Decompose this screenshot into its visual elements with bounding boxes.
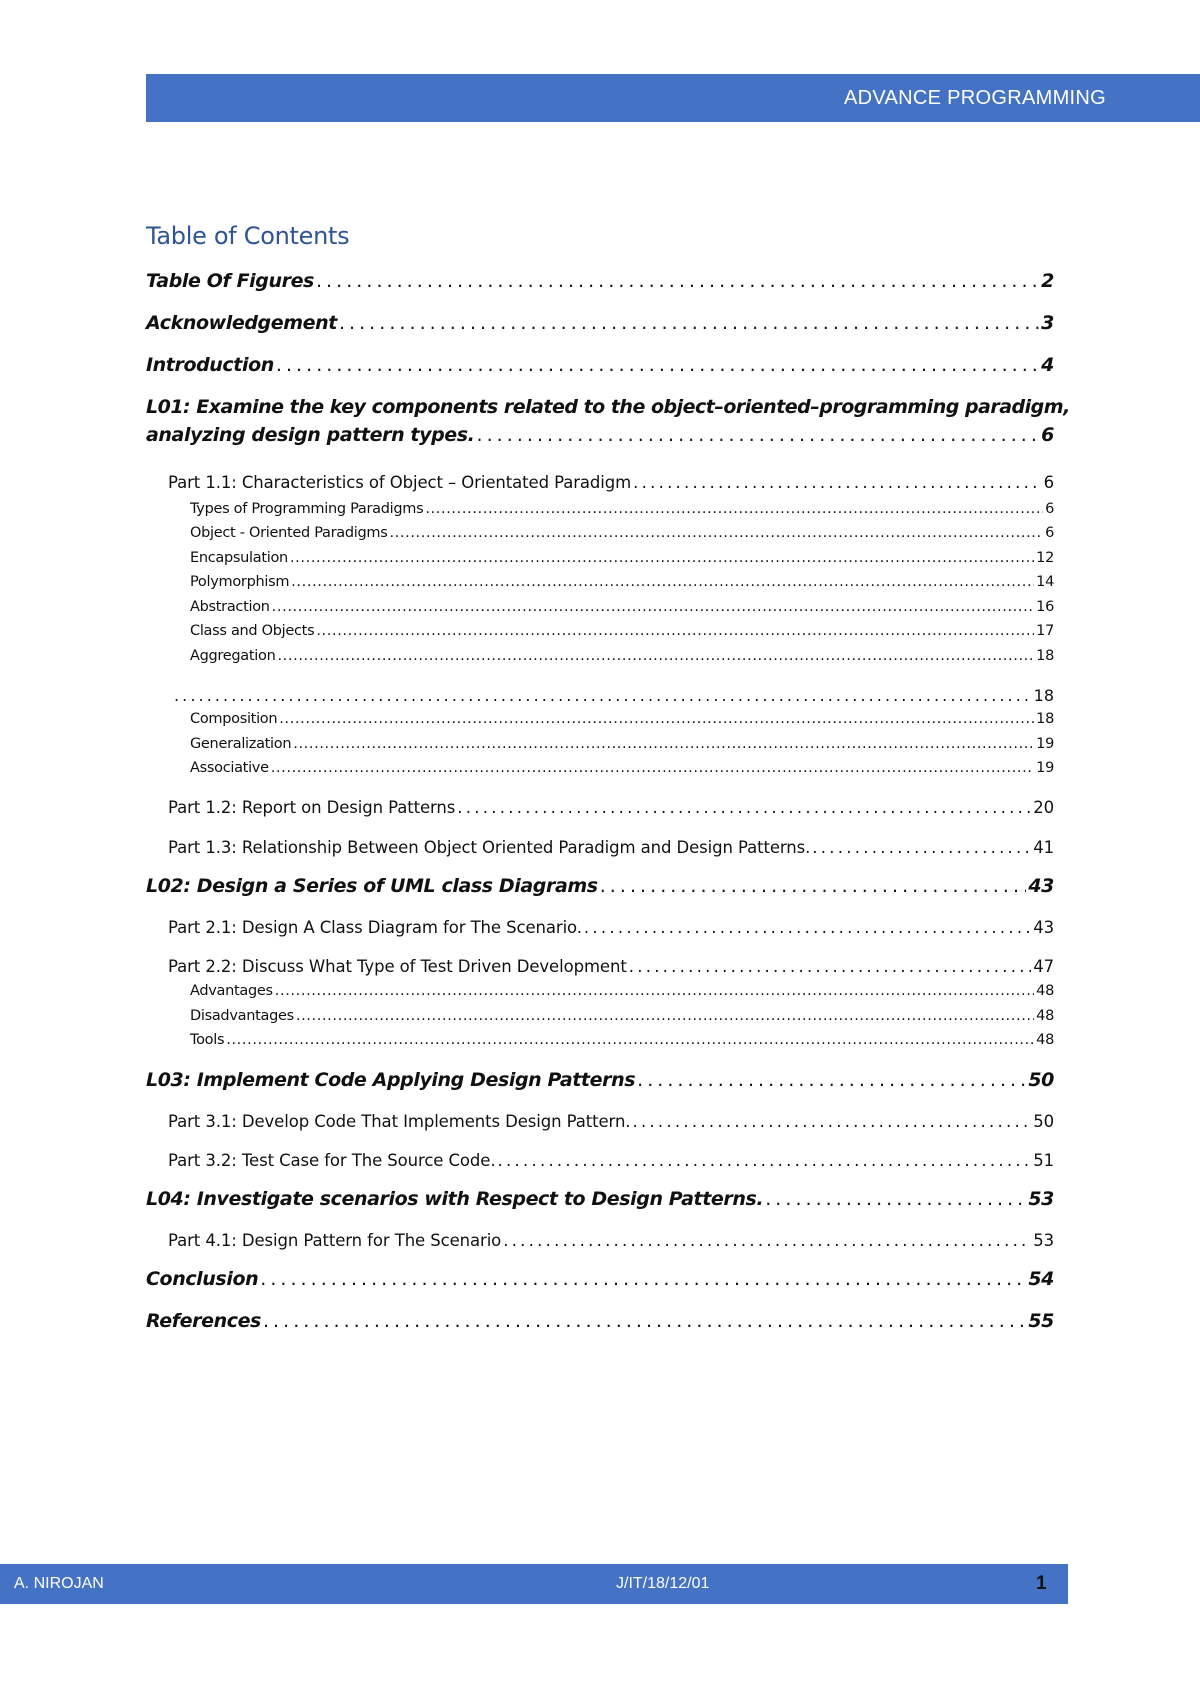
toc-entry-title: Part 4.1: Design Pattern for The Scenario	[168, 1231, 502, 1250]
toc-entry-part-3-1[interactable]	[146, 1112, 1054, 1131]
dot-leader	[633, 473, 1041, 492]
dot-leader	[260, 1268, 1026, 1290]
dot-leader	[600, 875, 1027, 897]
dot-leader	[629, 957, 1031, 976]
toc-entry-page: 14	[1036, 574, 1054, 590]
toc-entry-part-3-2[interactable]	[146, 1151, 1054, 1170]
toc-entry-types-of-programming-paradigms[interactable]	[146, 501, 1054, 517]
dot-leader	[272, 599, 1034, 615]
toc-entry-page: 50	[1028, 1069, 1054, 1091]
toc-entry-acknowledgement[interactable]	[146, 312, 1054, 334]
toc-entry-title: Disadvantages	[190, 1008, 294, 1024]
toc-entry-title: Conclusion	[146, 1268, 259, 1290]
toc-entry-advantages[interactable]	[146, 983, 1054, 999]
toc-entry-page: 3	[1041, 312, 1054, 334]
toc-entry-lo1-line2	[146, 424, 1054, 446]
toc-entry-page: 18	[1036, 711, 1054, 727]
toc-entry-title: Polymorphism	[190, 574, 290, 590]
dot-leader	[174, 686, 1032, 705]
toc-entry-title: Advantages	[190, 983, 273, 999]
toc-entry-page: 53	[1028, 1188, 1054, 1210]
toc-entry-title: Part 2.1: Design A Class Diagram for The Scenario.	[168, 918, 582, 937]
toc-entry-lo4[interactable]	[146, 1188, 1054, 1210]
toc-entry-title: Part 2.2: Discuss What Type of Test Driven Development	[168, 957, 627, 976]
toc-entry-title: Associative	[190, 760, 269, 776]
toc-entry-page: 55	[1028, 1310, 1054, 1332]
toc-entry-lo2[interactable]	[146, 875, 1054, 897]
dot-leader	[389, 525, 1043, 541]
toc-entry-abstraction[interactable]	[146, 599, 1054, 615]
toc-entry-page: 6	[1041, 424, 1054, 446]
toc-entry-title: Table Of Figures	[146, 270, 314, 292]
dot-leader	[812, 838, 1031, 857]
dot-leader	[339, 312, 1039, 334]
toc-entry-page: 18	[1033, 686, 1054, 705]
dot-leader	[279, 711, 1034, 727]
toc-entry-page: 20	[1033, 798, 1054, 817]
toc-entry-page: 51	[1033, 1151, 1054, 1170]
toc-entry-title: References	[146, 1310, 261, 1332]
toc-entry-page: 12	[1036, 550, 1054, 566]
toc-entry-title: L02: Design a Series of UML class Diagrams	[146, 875, 598, 897]
toc-entry-introduction[interactable]	[146, 354, 1054, 376]
toc-entry-title: L03: Implement Code Applying Design Patterns	[146, 1069, 636, 1091]
toc-entry-title: Class and Objects	[190, 623, 315, 639]
dot-leader	[277, 648, 1034, 664]
toc-entry-page: 6	[1043, 473, 1054, 492]
dot-leader	[316, 623, 1034, 639]
toc-entry-disadvantages[interactable]	[146, 1008, 1054, 1024]
dot-leader	[291, 574, 1034, 590]
toc-entry-page: 43	[1033, 918, 1054, 937]
dot-leader	[477, 424, 1040, 446]
toc-entry-aggregation[interactable]	[146, 648, 1054, 664]
toc-entry-associative[interactable]	[146, 760, 1054, 776]
toc-entry-page: 48	[1036, 1032, 1054, 1048]
toc-entry-page: 47	[1033, 957, 1054, 976]
toc-entry-title: Aggregation	[190, 648, 276, 664]
toc-entry-page: 17	[1036, 623, 1054, 639]
toc-entry-page: 6	[1045, 501, 1054, 517]
footer-bar	[0, 1564, 1068, 1604]
dot-leader	[584, 918, 1031, 937]
toc-entry-part-2-1[interactable]	[146, 918, 1054, 937]
toc-entry-page: 4	[1041, 354, 1054, 376]
footer-student-id: J/IT/18/12/01	[616, 1575, 710, 1592]
dot-leader	[276, 354, 1039, 376]
toc-entry-tools[interactable]	[146, 1032, 1054, 1048]
toc-heading: Table of Contents	[146, 222, 350, 250]
dot-leader	[457, 798, 1031, 817]
footer-author: A. NIROJAN	[14, 1575, 104, 1592]
dot-leader	[632, 1112, 1031, 1131]
dot-leader	[275, 983, 1034, 999]
toc-entry-page: 2	[1041, 270, 1054, 292]
dot-leader	[637, 1069, 1026, 1091]
toc-entry-encapsulation[interactable]	[146, 550, 1054, 566]
toc-entry-title: Acknowledgement	[146, 312, 337, 334]
dot-leader	[296, 1008, 1034, 1024]
toc-entry-page: 43	[1028, 875, 1054, 897]
dot-leader	[263, 1310, 1026, 1332]
toc-entry-title: Abstraction	[190, 599, 270, 615]
toc-entry-untitled[interactable]	[146, 686, 1054, 705]
toc-entry-title: Types of Programming Paradigms	[190, 501, 424, 517]
header-title: ADVANCE PROGRAMMING	[843, 87, 1106, 109]
dot-leader	[425, 501, 1043, 517]
toc-entry-page: 16	[1036, 599, 1054, 615]
toc-entry-title: Generalization	[190, 736, 292, 752]
toc-entry-title: Part 1.2: Report on Design Patterns	[168, 798, 456, 817]
toc-entry-class-and-objects[interactable]	[146, 623, 1054, 639]
toc-entry-conclusion[interactable]	[146, 1268, 1054, 1290]
dot-leader	[503, 1231, 1031, 1250]
toc-entry-references[interactable]	[146, 1310, 1054, 1332]
toc-entry-title: Part 3.2: Test Case for The Source Code.	[168, 1151, 496, 1170]
toc-entry-title: Object - Oriented Paradigms	[190, 525, 388, 541]
toc-entry-page: 48	[1036, 983, 1054, 999]
toc-entry-page: 19	[1036, 736, 1054, 752]
toc-entry-page: 6	[1045, 525, 1054, 541]
toc-entry-part-2-2[interactable]	[146, 957, 1054, 976]
toc-entry-part-1-2[interactable]	[146, 798, 1054, 817]
toc-entry-title-line1: L01: Examine the key components related to the object–oriented–programming paradigm,	[146, 396, 1070, 418]
dot-leader	[498, 1151, 1032, 1170]
toc-entry-lo1[interactable]	[146, 396, 1070, 446]
toc-entry-generalization[interactable]	[146, 736, 1054, 752]
header-bar	[146, 74, 1200, 122]
dot-leader	[293, 736, 1034, 752]
dot-leader	[271, 760, 1034, 776]
toc-entry-page: 19	[1036, 760, 1054, 776]
toc-entry-page: 53	[1033, 1231, 1054, 1250]
toc-entry-part-1-3[interactable]	[146, 838, 1054, 857]
toc-entry-table-of-figures[interactable]	[146, 270, 1054, 292]
toc-entry-page: 41	[1033, 838, 1054, 857]
toc-entry-title: Introduction	[146, 354, 274, 376]
toc-entry-title-line2: analyzing design pattern types.	[146, 424, 475, 446]
toc-entry-page: 54	[1028, 1268, 1054, 1290]
toc-entry-part-1-1[interactable]	[146, 473, 1054, 492]
toc-entry-title: Tools	[190, 1032, 225, 1048]
toc-entry-page: 50	[1033, 1112, 1054, 1131]
toc-entry-page: 48	[1036, 1008, 1054, 1024]
toc-entry-part-4-1[interactable]	[146, 1231, 1054, 1250]
toc-entry-title: Composition	[190, 711, 278, 727]
dot-leader	[290, 550, 1034, 566]
toc-entry-page: 18	[1036, 648, 1054, 664]
toc-entry-object-oriented-paradigms[interactable]	[146, 525, 1054, 541]
toc-entry-title: Part 3.1: Develop Code That Implements Design Pattern.	[168, 1112, 631, 1131]
toc-entry-title: L04: Investigate scenarios with Respect to Design Patterns.	[146, 1188, 764, 1210]
toc-entry-composition[interactable]	[146, 711, 1054, 727]
footer-page-number: 1	[1036, 1573, 1047, 1594]
toc-entry-title: Part 1.1: Characteristics of Object – Orientated Paradigm	[168, 473, 632, 492]
toc-entry-title: Part 1.3: Relationship Between Object Oriented Paradigm and Design Patterns.	[168, 838, 811, 857]
toc-entry-title: Encapsulation	[190, 550, 288, 566]
dot-leader	[316, 270, 1039, 292]
dot-leader	[226, 1032, 1034, 1048]
toc-entry-lo3[interactable]	[146, 1069, 1054, 1091]
dot-leader	[765, 1188, 1026, 1210]
toc-entry-polymorphism[interactable]	[146, 574, 1054, 590]
